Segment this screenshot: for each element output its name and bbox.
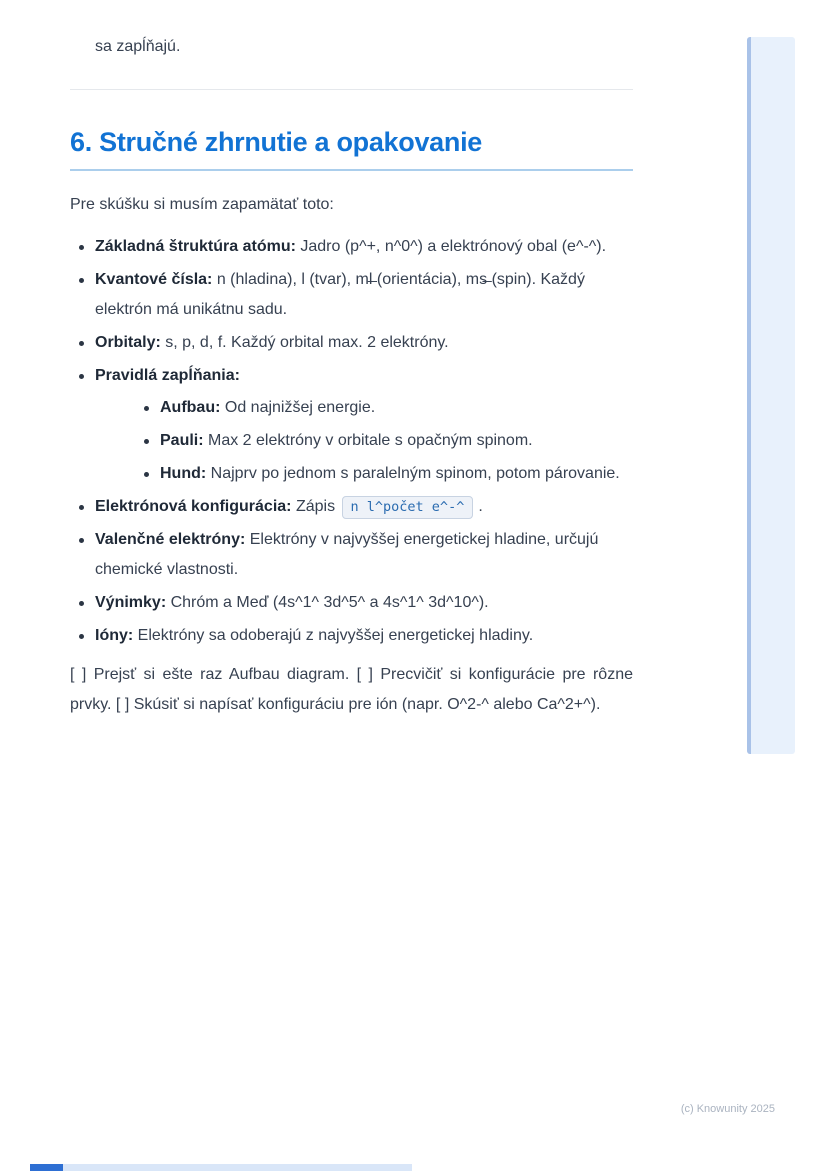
top-paragraph: sa zapĺňajú. — [95, 38, 181, 55]
list-item-lead: Výnimky: — [95, 594, 167, 611]
list-item-text: Najprv po jednom s paralelným spinom, potom párovanie. — [206, 465, 620, 482]
list-item-lead: Pravidlá zapĺňania: — [95, 367, 240, 384]
footer-credit: (c) Knowunity 2025 — [680, 1103, 775, 1115]
list-item-lead: Kvantové čísla: — [95, 271, 213, 288]
list-item-text: s, p, d, f. Každý orbital max. 2 elektróny. — [160, 334, 449, 351]
list-item — [70, 361, 633, 489]
nested-list-item — [135, 459, 633, 489]
inline-code-chip: n l^počet e^-^ — [342, 496, 474, 519]
list-item-text: Chróm a Meď (4s^1^ 3d^5^ a 4s^1^ 3d^10^). — [166, 594, 489, 611]
list-item — [70, 232, 633, 262]
next-page-preview-band — [63, 1164, 412, 1171]
list-item-lead: Základná štruktúra atómu: — [95, 238, 296, 255]
next-page-preview-accent — [30, 1164, 63, 1171]
list-item-text: Od najnižšej energie. — [220, 399, 376, 416]
list-item-text: Elektróny v najvyššej energetickej hladine, určujú chemické vlastnosti. — [95, 531, 599, 578]
content-column — [0, 34, 828, 720]
list-item — [70, 328, 633, 358]
list-item — [70, 621, 633, 651]
list-item-text: Max 2 elektróny v orbitale s opačným spinom. — [203, 432, 533, 449]
list-item — [70, 588, 633, 618]
list-item-text: Elektróny sa odoberajú z najvyššej energetickej hladiny. — [133, 627, 534, 644]
section-heading: 6. Stručné zhrnutie a opakovanie — [70, 126, 633, 171]
list-item — [70, 525, 633, 585]
list-item-lead: Ióny: — [95, 627, 134, 644]
intro-paragraph: Pre skúšku si musím zapamätať toto: — [70, 196, 334, 213]
list-item-lead: Pauli: — [160, 432, 204, 449]
list-item-text: n (hladina), l (tvar), ml̶ (orientácia), ms̶ (spin). Každý elektrón má unikátnu sadu. — [95, 271, 585, 318]
section-divider — [70, 89, 633, 90]
summary-list — [70, 232, 633, 651]
nested-list — [135, 393, 633, 489]
list-item — [70, 492, 633, 522]
nested-list-item — [135, 393, 633, 423]
nested-list-item — [135, 426, 633, 456]
list-item-text: Jadro (p^+, n^0^) a elektrónový obal (e^-^). — [295, 238, 607, 255]
scrollbar-track[interactable] — [747, 37, 795, 754]
list-item — [70, 265, 633, 325]
list-item-text: . — [478, 498, 483, 515]
list-item-text: Zápis — [291, 498, 336, 515]
list-item-lead: Valenčné elektróny: — [95, 531, 246, 548]
closing-paragraph: [ ] Prejsť si ešte raz Aufbau diagram. [ ] Precvičiť si konfigurácie pre rôzne prvky. [ ] Skúsiť si napísať konfiguráciu pre ión (napr. O^2-^ alebo Ca^2+^). — [70, 666, 633, 713]
list-item-lead: Elektrónová konfigurácia: — [95, 498, 292, 515]
list-item-lead: Hund: — [160, 465, 207, 482]
list-item-lead: Aufbau: — [160, 399, 221, 416]
list-item-lead: Orbitaly: — [95, 334, 161, 351]
